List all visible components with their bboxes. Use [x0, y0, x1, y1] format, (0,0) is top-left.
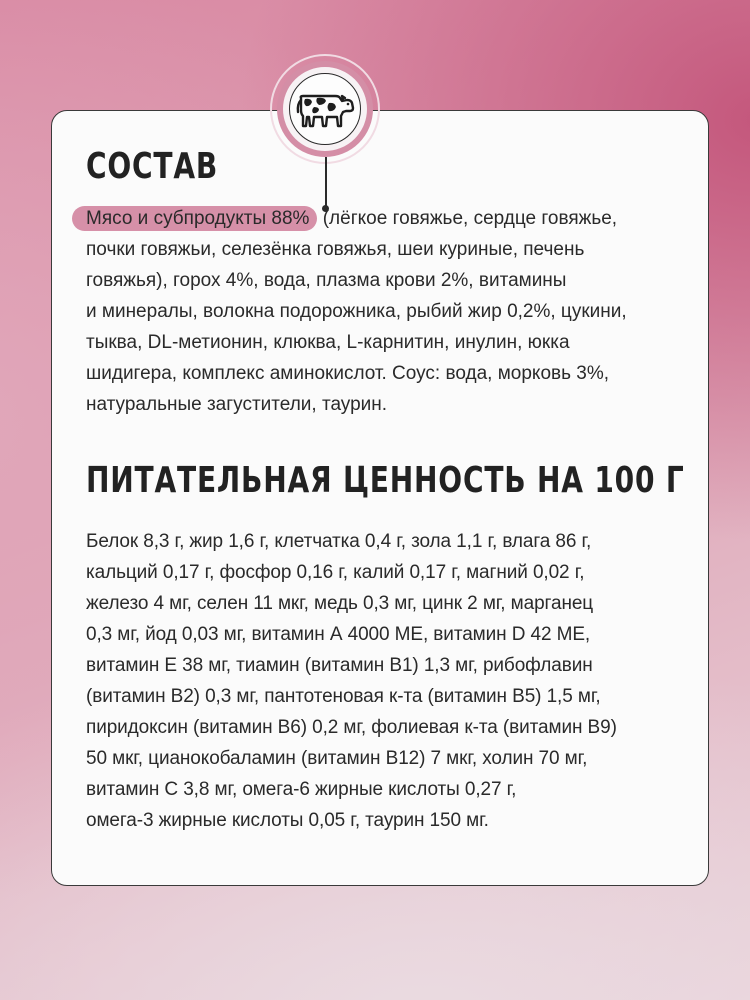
- nutrition-line-7: пиридоксин (витамин B6) 0,2 мг, фолиевая к-та (витамин B9): [86, 717, 617, 738]
- badge-inner: [289, 73, 361, 145]
- connector-line: [325, 157, 327, 207]
- nutrition-line-3: железо 4 мг, селен 11 мкг, медь 0,3 мг, цинк 2 мг, марганец: [86, 593, 594, 614]
- composition-line-3: говяжья), горох 4%, вода, плазма крови 2%, витамины: [86, 270, 567, 291]
- composition-line-2: почки говяжьи, селезёнка говяжья, шеи куриные, печень: [86, 239, 585, 260]
- composition-title: СОСТАВ: [86, 146, 219, 187]
- nutrition-line-2: кальций 0,17 г, фосфор 0,16 г, калий 0,17 г, магний 0,02 г,: [86, 562, 585, 583]
- nutrition-line-10: омега-3 жирные кислоты 0,05 г, таурин 150 мг.: [86, 810, 489, 831]
- nutrition-line-9: витамин С 3,8 мг, омега-6 жирные кислоты 0,27 г,: [86, 779, 517, 800]
- composition-line-1: [86, 203, 627, 234]
- cow-badge: [277, 61, 373, 157]
- nutrition-text: [86, 526, 617, 836]
- cow-icon: [295, 88, 355, 130]
- composition-line-7: натуральные загустители, таурин.: [86, 394, 388, 415]
- composition-line-5: тыква, DL-метионин, клюква, L-карнитин, инулин, юкка: [86, 332, 570, 353]
- nutrition-title: ПИТАТЕЛЬНАЯ ЦЕННОСТЬ НА 100 Г: [86, 460, 685, 501]
- meat-highlight: Мясо и субпродукты 88%: [72, 206, 317, 231]
- nutrition-line-8: 50 мкг, цианокобаламин (витамин B12) 7 мкг, холин 70 мг,: [86, 748, 588, 769]
- composition-text: [86, 203, 627, 420]
- nutrition-line-5: витамин Е 38 мг, тиамин (витамин B1) 1,3 мг, рибофлавин: [86, 655, 593, 676]
- composition-line-4: и минералы, волокна подорожника, рыбий жир 0,2%, цукини,: [86, 301, 627, 322]
- composition-line-1-rest: (лёгкое говяжье, сердце говяжье,: [317, 208, 618, 229]
- nutrition-line-4: 0,3 мг, йод 0,03 мг, витамин А 4000 МЕ, витамин D 42 МЕ,: [86, 624, 591, 645]
- nutrition-line-1: Белок 8,3 г, жир 1,6 г, клетчатка 0,4 г, зола 1,1 г, влага 86 г,: [86, 531, 592, 552]
- nutrition-line-6: (витамин B2) 0,3 мг, пантотеновая к-та (витамин B5) 1,5 мг,: [86, 686, 601, 707]
- composition-line-6: шидигера, комплекс аминокислот. Соус: вода, морковь 3%,: [86, 363, 610, 384]
